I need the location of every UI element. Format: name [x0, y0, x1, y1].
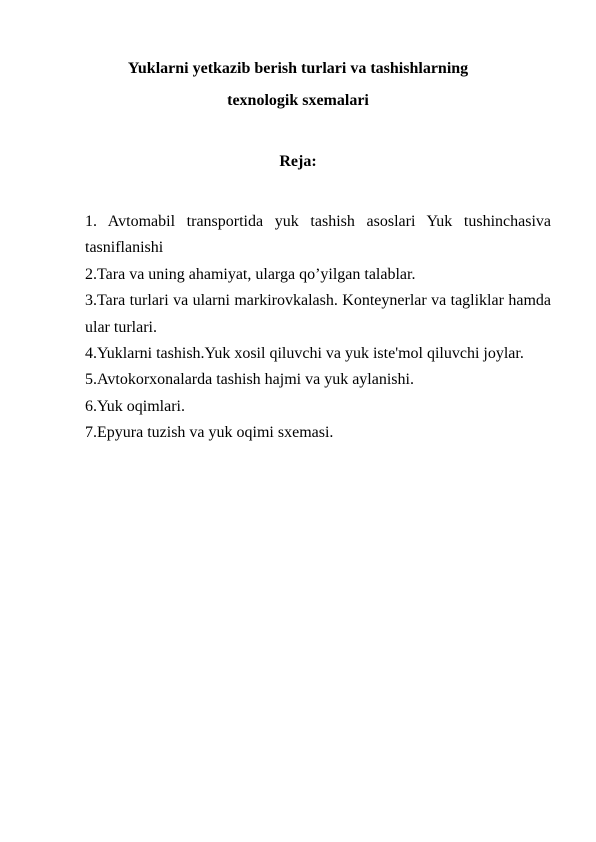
plan-item-7: 7.Epyura tuzish va yuk oqimi sxemasi.	[85, 424, 334, 442]
plan-item-3: 3.Tara turlari va ularni markirovkalash. Konteynerlar va tagliklar hamda ular turlari.	[85, 292, 551, 336]
plan-heading: Reja:	[279, 153, 317, 170]
document-title-line-2: texnologik sxemalari	[227, 92, 369, 109]
plan-item-5: 5.Avtokorxonalarda tashish hajmi va yuk aylanishi.	[85, 371, 414, 389]
plan-item-2: 2.Tara va uning ahamiyat, ularga qo’yilgan talablar.	[85, 265, 416, 283]
plan-item-6: 6.Yuk oqimlari.	[85, 397, 185, 415]
plan-item-4: 4.Yuklarni tashish.Yuk xosil qiluvchi va yuk iste'mol qiluvchi joylar.	[85, 345, 524, 363]
document-title-line-1: Yuklarni yetkazib berish turlari va tashishlarning	[127, 60, 469, 77]
plan-item-1: 1. Avtomabil transportida yuk tashish asoslari Yuk tushinchasiva tasniflanishi	[85, 213, 551, 257]
plan-list	[85, 209, 551, 447]
